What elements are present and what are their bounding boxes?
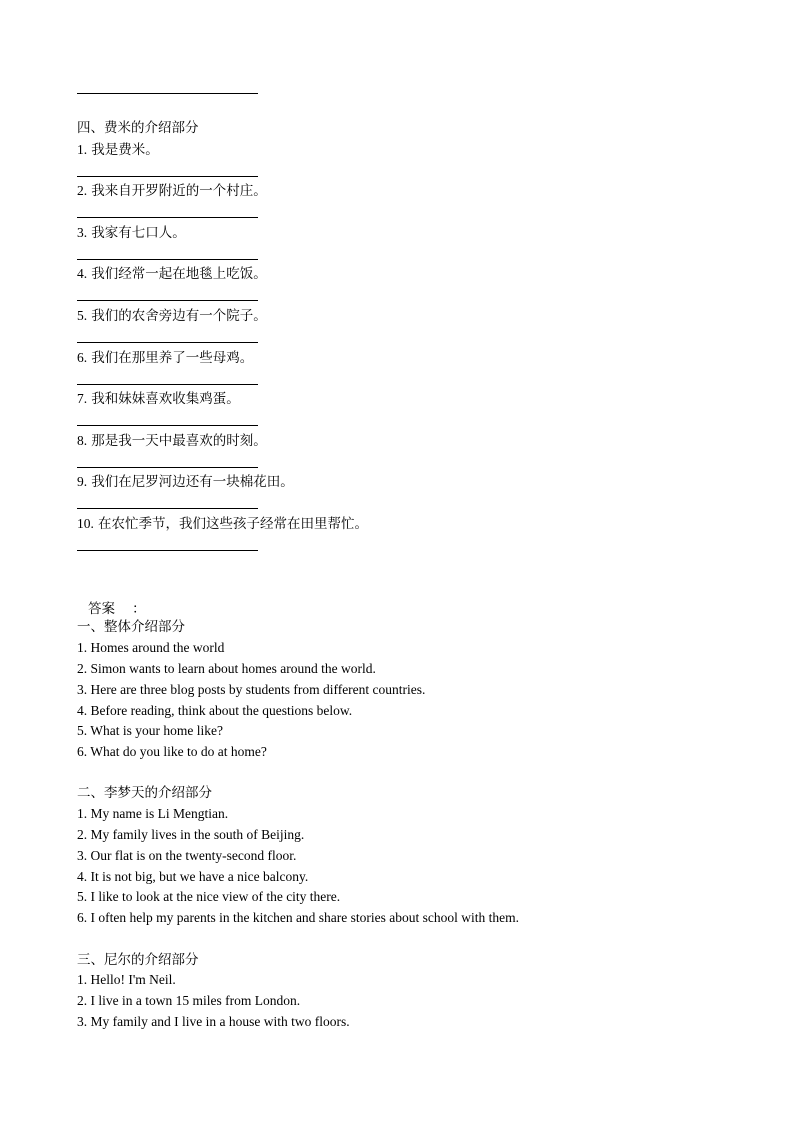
item-text: 我们在那里养了一些母鸡。: [91, 350, 254, 366]
answer-blank-line[interactable]: [77, 217, 258, 218]
exercise-item: [77, 266, 267, 283]
answer-item: 4. Before reading, think about the questions below.: [77, 703, 353, 718]
exercise-item: [77, 350, 253, 367]
item-number: 10.: [77, 516, 94, 531]
exercise-item: [77, 516, 368, 533]
item-text: 我和妹妹喜欢收集鸡蛋。: [91, 391, 240, 407]
answer-item: 1. My name is Li Mengtian.: [77, 806, 229, 821]
answer-item: 3. Here are three blog posts by students from different countries.: [77, 682, 426, 697]
item-text: 我是费米。: [91, 142, 159, 158]
exercise-item: [77, 183, 267, 200]
item-text: 我们经常一起在地毯上吃饭。: [91, 266, 267, 282]
answer-blank-line[interactable]: [77, 508, 258, 509]
item-number: 8.: [77, 433, 88, 448]
item-text: 我们的农舍旁边有一个院子。: [91, 308, 267, 324]
item-number: 6.: [77, 350, 88, 365]
answer-item: 6. What do you like to do at home?: [77, 744, 267, 759]
item-number: 2.: [77, 183, 88, 198]
section-heading: 三、尼尔的介绍部分: [77, 952, 199, 968]
item-text: 我们在尼罗河边还有一块棉花田。: [91, 474, 294, 490]
answer-blank-line[interactable]: [77, 467, 258, 468]
item-number: 3.: [77, 225, 88, 240]
item-number: 5.: [77, 308, 88, 323]
answer-blank-line[interactable]: [77, 384, 258, 385]
answer-blank-line[interactable]: [77, 342, 258, 343]
section-heading: 二、李梦天的介绍部分: [77, 785, 212, 801]
item-text: 那是我一天中最喜欢的时刻。: [91, 433, 267, 449]
exercise-item: [77, 308, 267, 325]
item-text: 我来自开罗附近的一个村庄。: [91, 183, 267, 199]
answer-blank-line[interactable]: [77, 259, 258, 260]
exercise-item: [77, 142, 159, 159]
section-heading: 四、费米的介绍部分: [77, 120, 199, 136]
item-number: 1.: [77, 142, 88, 157]
answer-item: 6. I often help my parents in the kitchen and share stories about school with them.: [77, 910, 520, 925]
item-number: 4.: [77, 266, 88, 281]
answer-item: 2. My family lives in the south of Beijing.: [77, 827, 305, 842]
answer-item: 4. It is not big, but we have a nice balcony.: [77, 869, 309, 884]
exercise-item: [77, 391, 240, 408]
exercise-item: [77, 474, 294, 491]
section-heading: 一、整体介绍部分: [77, 619, 185, 635]
item-number: 7.: [77, 391, 88, 406]
answer-item: 3. My family and I live in a house with two floors.: [77, 1014, 350, 1029]
answer-item: 5. I like to look at the nice view of the city there.: [77, 889, 341, 904]
answer-label: 答案 ：: [88, 601, 146, 617]
answer-blank-line[interactable]: [77, 425, 258, 426]
answer-item: 2. I live in a town 15 miles from London.: [77, 993, 301, 1008]
answer-item: 1. Homes around the world: [77, 640, 225, 655]
answer-item: 1. Hello! I'm Neil.: [77, 972, 176, 987]
answer-item: 2. Simon wants to learn about homes around the world.: [77, 661, 376, 676]
item-number: 9.: [77, 474, 88, 489]
answer-blank-line[interactable]: [77, 550, 258, 551]
answer-blank-line[interactable]: [77, 300, 258, 301]
answer-blank-line[interactable]: [77, 176, 258, 177]
exercise-item: [77, 433, 267, 450]
item-text: 我家有七口人。: [91, 225, 186, 241]
answer-item: 3. Our flat is on the twenty-second floor.: [77, 848, 297, 863]
item-text: 在农忙季节，我们这些孩子经常在田里帮忙。: [98, 516, 369, 532]
exercise-item: [77, 225, 186, 242]
answer-blank-line: [77, 93, 258, 94]
answer-item: 5. What is your home like?: [77, 723, 223, 738]
